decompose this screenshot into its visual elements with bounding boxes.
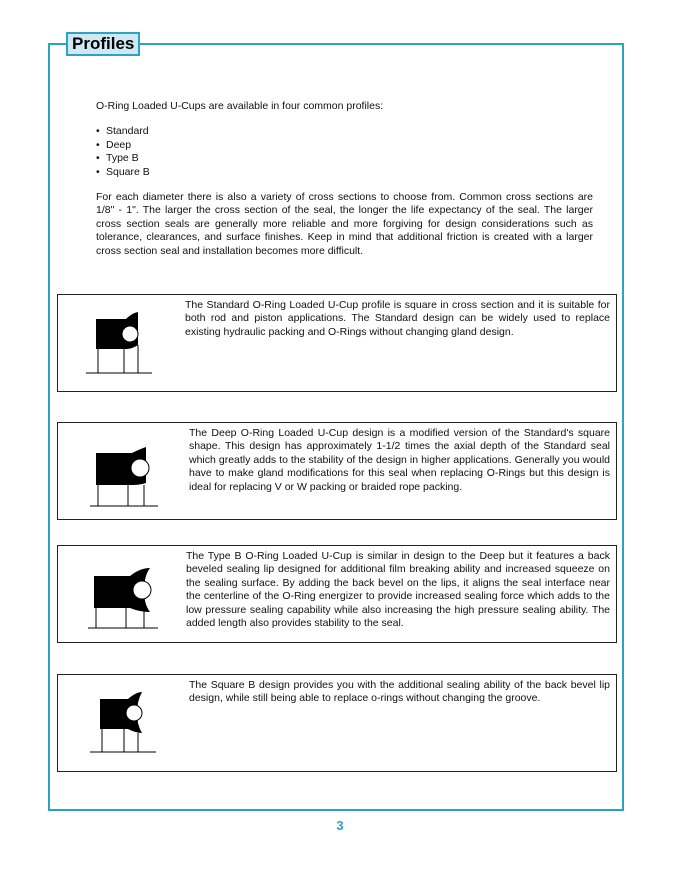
profile-card-square-b: [57, 674, 617, 772]
profile-description: The Standard O-Ring Loaded U-Cup profile is square in cross section and it is suitable for both rod and piston applications. The Standard design can be widely used to replace existing hydraulic packing and O-Rings without changing gland design.: [185, 299, 610, 338]
page-number: 3: [336, 818, 344, 833]
section-title: Profiles: [66, 32, 140, 56]
list-item: • Square B: [96, 166, 593, 179]
profile-card-standard: [57, 294, 617, 392]
intro-lead: O-Ring Loaded U-Cups are available in four common profiles:: [96, 100, 384, 112]
deep-profile-icon: [88, 443, 160, 509]
profile-description: The Type B O-Ring Loaded U-Cup is similar in design to the Deep but it features a back beveled sealing lip designed for additional film breaking ability and increased squeeze on the sealing surface. By adding the back bevel on the lips, it aligns the seal interface near the centerline of the O-Ring energizer to provide increased sealing force which adds to the low pressure sealing capability while also increasing the high pressure sealing ability. The added length also provides stability to the seal.: [186, 550, 610, 630]
type-b-profile-icon: [88, 566, 160, 632]
profile-description: The Deep O-Ring Loaded U-Cup design is a modified version of the Standard's square shape. This design has approximately 1-1/2 times the axial depth of the Standard seal which greatly adds to the stability of the design in higher applications. Generally you would have to make gland modifications for this seal when replacing O-Rings but this design is ideal for replacing V or W packing or braided rope packing.: [189, 427, 610, 493]
profile-list: [96, 125, 593, 179]
list-item: • Type B: [96, 152, 593, 165]
list-item: • Deep: [96, 139, 593, 152]
list-item: • Standard: [96, 125, 593, 138]
profile-card-deep: [57, 422, 617, 520]
profile-card-type-b: [57, 545, 617, 643]
standard-profile-icon: [86, 309, 156, 375]
intro-text: [96, 100, 593, 258]
profile-description: The Square B design provides you with the additional sealing ability of the back bevel lip design, while still being able to replace o-rings without changing the groove.: [189, 679, 610, 705]
square-b-profile-icon: [90, 689, 160, 755]
intro-paragraph: For each diameter there is also a variety of cross sections to choose from. Common cross sections are 1/8" - 1". The larger the cross section of the seal, the longer the life expectancy of the seal. The larger cross section seals are generally more reliable and more forgiving for design considerations such as tolerance, clearances, and surface finishes. Keep in mind that additional friction is created with a larger cross section seal and installation becomes more difficult.: [96, 191, 593, 257]
